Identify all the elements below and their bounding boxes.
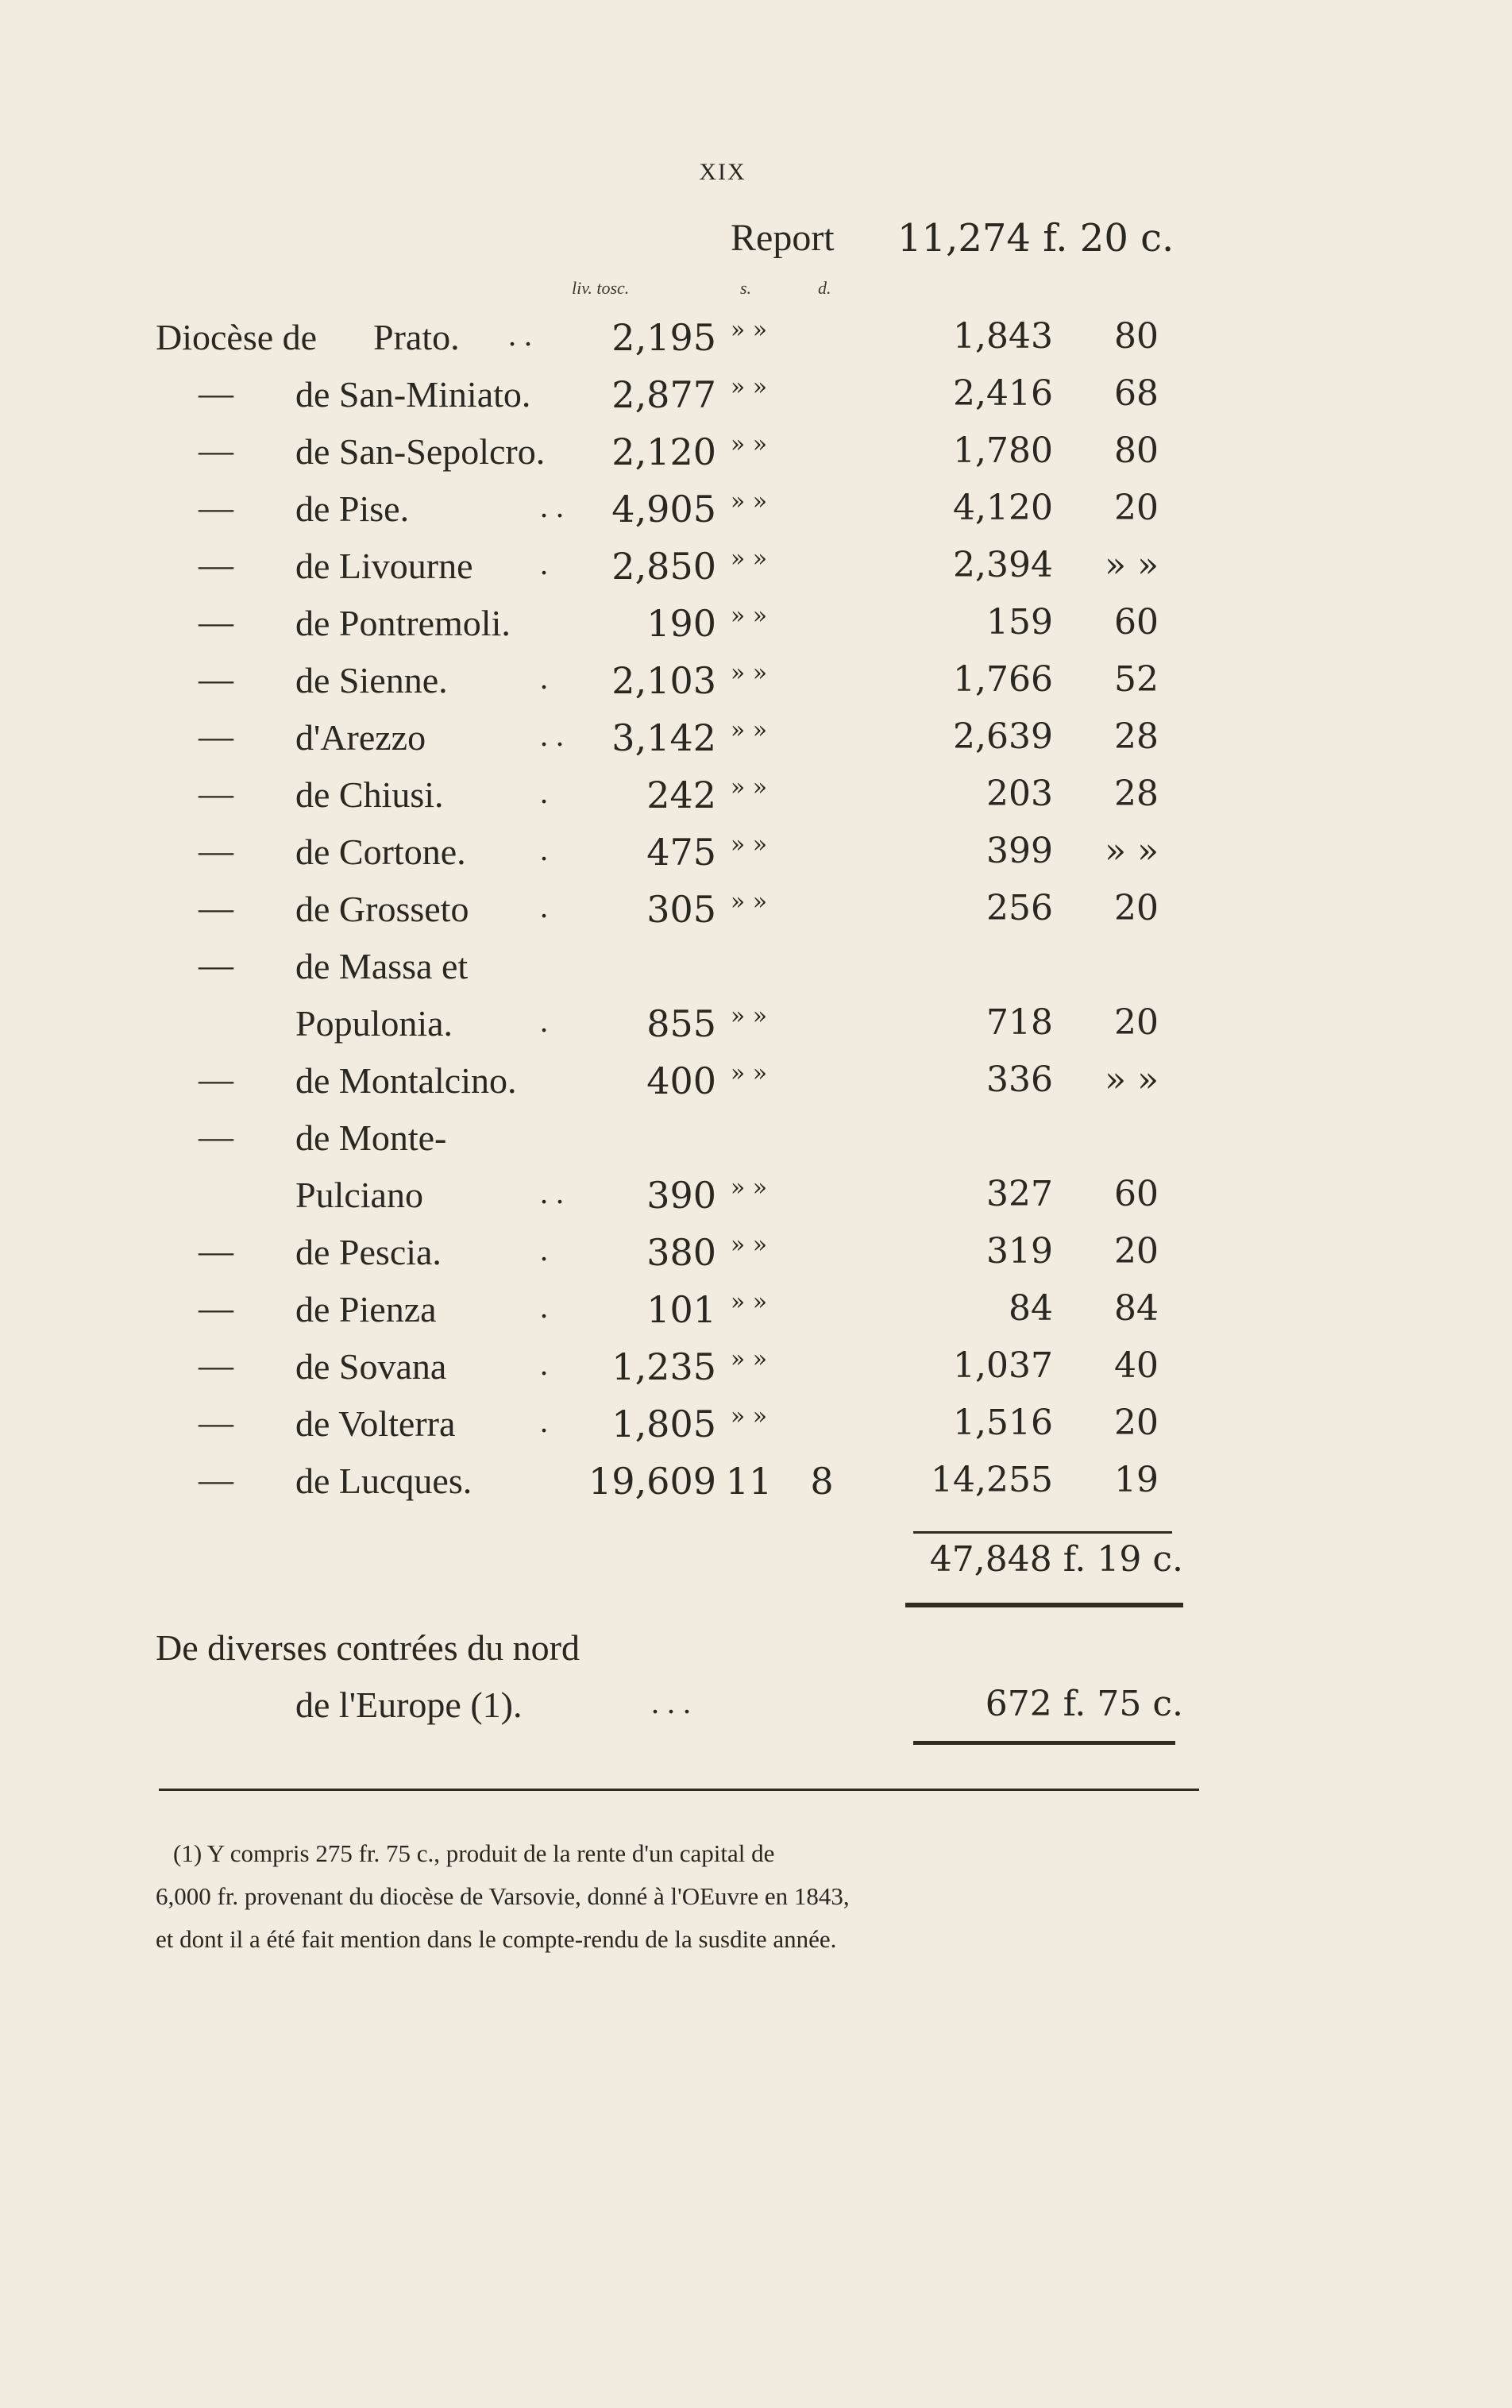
total-double-rule: [905, 1603, 1183, 1607]
footnote-separator: [159, 1789, 1199, 1791]
table-row: [0, 1117, 1512, 1174]
row-dash: —: [199, 546, 233, 585]
table-row: [0, 1288, 1512, 1345]
footnote-line-1: (1) Y compris 275 fr. 75 c., produit de la rente d'un capital de: [173, 1839, 775, 1867]
diocese-name: de Volterra: [295, 1403, 456, 1444]
sous-value: » »: [730, 316, 768, 344]
diocese-name: de Pienza: [295, 1289, 437, 1329]
diocese-prefix: Diocèse de: [156, 317, 318, 357]
liv-tosc-value: 2,195: [611, 316, 716, 359]
table-row: [0, 716, 1512, 774]
row-dash: —: [199, 660, 233, 699]
liv-tosc-value: 3,142: [611, 716, 716, 759]
row-dash: —: [199, 889, 233, 928]
sous-value: » »: [730, 716, 768, 744]
extra-rule: [913, 1741, 1175, 1745]
centimes-value: 28: [1114, 716, 1159, 757]
francs-value: 399: [986, 831, 1053, 871]
report-label: Report: [731, 217, 835, 259]
liv-tosc-value: 380: [646, 1231, 716, 1274]
liv-tosc-value: 242: [646, 774, 716, 816]
sous-value: 11: [725, 1460, 773, 1503]
sous-value: » »: [730, 1059, 768, 1087]
extra-line-1: De diverses contrées du nord: [156, 1627, 580, 1668]
centimes-value: 28: [1114, 774, 1159, 814]
centimes-value: 20: [1114, 1403, 1159, 1443]
diocese-name: de San-Sepolcro.: [295, 431, 546, 472]
table-row: [0, 774, 1512, 831]
diocese-name: de Pise.: [295, 488, 410, 529]
liv-tosc-value: 400: [646, 1059, 716, 1102]
diocese-name: de Livourne: [295, 546, 473, 586]
francs-value: 1,037: [953, 1345, 1053, 1386]
row-dash: —: [199, 1346, 233, 1385]
diocese-name: Pulciano: [295, 1175, 423, 1215]
row-dash: —: [199, 1461, 233, 1499]
table-row: [0, 659, 1512, 716]
liv-tosc-value: 4,905: [611, 488, 716, 531]
row-dash: —: [199, 1117, 233, 1156]
francs-value: 1,766: [953, 659, 1053, 700]
leader-dots: .: [540, 1232, 548, 1268]
francs-value: 256: [986, 888, 1053, 928]
liv-tosc-value: 101: [646, 1288, 716, 1331]
leader-dots: .: [540, 1003, 548, 1039]
table-row: [0, 602, 1512, 659]
leader-dots: .: [540, 1289, 548, 1325]
row-dash: —: [199, 717, 233, 756]
francs-value: 1,843: [953, 316, 1053, 357]
page-number: XIX: [699, 159, 746, 185]
sous-value: » »: [730, 1403, 768, 1430]
centimes-value: 80: [1114, 316, 1159, 357]
table-row: [0, 1059, 1512, 1117]
francs-value: 159: [986, 602, 1053, 643]
centimes-value: 20: [1114, 1231, 1159, 1272]
leader-dots: . .: [540, 488, 564, 524]
header-liv-tosc: liv. tosc.: [572, 278, 630, 298]
francs-value: 718: [986, 1002, 1053, 1043]
extra-line-2: de l'Europe (1).: [295, 1684, 523, 1725]
sous-value: » »: [730, 774, 768, 801]
row-dash: —: [199, 1403, 233, 1442]
francs-value: 336: [986, 1059, 1053, 1100]
francs-value: 1,516: [953, 1403, 1053, 1443]
francs-value: 2,416: [953, 373, 1053, 414]
table-row: [0, 1231, 1512, 1288]
table-row: [0, 430, 1512, 488]
leader-dots: .: [540, 1346, 548, 1382]
report-value: 11,274 f. 20 c.: [897, 216, 1174, 260]
leader-dots: .: [540, 660, 548, 696]
diocese-name: de Massa et: [295, 946, 469, 986]
diocese-name: de Montalcino.: [295, 1060, 517, 1101]
liv-tosc-value: 2,103: [611, 659, 716, 702]
table-row: [0, 1002, 1512, 1059]
liv-tosc-value: 475: [646, 831, 716, 874]
table-row: [0, 1403, 1512, 1460]
deniers-value: 8: [810, 1460, 834, 1503]
footnote-line-2: 6,000 fr. provenant du diocèse de Varsovie, donné à l'OEuvre en 1843,: [156, 1882, 850, 1910]
centimes-value: » »: [1105, 1059, 1159, 1100]
row-dash: —: [199, 374, 233, 413]
sous-value: » »: [730, 1345, 768, 1373]
francs-value: 2,639: [953, 716, 1053, 757]
header-deniers: d.: [818, 278, 831, 298]
footnote-line-3: et dont il a été fait mention dans le compte-rendu de la susdite année.: [156, 1925, 837, 1953]
leader-dots: .: [540, 546, 548, 581]
francs-value: 4,120: [953, 488, 1053, 528]
liv-tosc-value: 1,235: [611, 1345, 716, 1388]
centimes-value: 20: [1114, 488, 1159, 528]
liv-tosc-value: 390: [646, 1174, 716, 1217]
total-value: 47,848 f. 19 c.: [929, 1539, 1183, 1580]
extra-dots: . . .: [651, 1684, 691, 1720]
total-rule: [913, 1531, 1172, 1534]
table-row: [0, 545, 1512, 602]
centimes-value: 20: [1114, 888, 1159, 928]
row-dash: —: [199, 488, 233, 527]
liv-tosc-value: 2,877: [611, 373, 716, 416]
centimes-value: » »: [1105, 831, 1159, 871]
leader-dots: .: [540, 832, 548, 867]
table-row: [0, 888, 1512, 945]
row-dash: —: [199, 603, 233, 642]
diocese-name: Populonia.: [295, 1003, 453, 1044]
sous-value: » »: [730, 373, 768, 401]
liv-tosc-value: 19,609: [588, 1460, 716, 1503]
sous-value: » »: [730, 488, 768, 515]
table-row: [0, 488, 1512, 545]
sous-value: » »: [730, 1002, 768, 1030]
francs-value: 84: [1009, 1288, 1053, 1329]
diocese-name: de Grosseto: [295, 889, 469, 929]
centimes-value: 20: [1114, 1002, 1159, 1043]
centimes-value: 52: [1114, 659, 1159, 700]
liv-tosc-value: 190: [646, 602, 716, 645]
row-dash: —: [199, 1232, 233, 1271]
centimes-value: 80: [1114, 430, 1159, 471]
liv-tosc-value: 2,120: [611, 430, 716, 473]
diocese-name: de Pontremoli.: [295, 603, 511, 643]
table-row: [0, 373, 1512, 430]
header-sous: s.: [740, 278, 752, 298]
centimes-value: 19: [1114, 1460, 1159, 1500]
centimes-value: 60: [1114, 602, 1159, 643]
francs-value: 319: [986, 1231, 1053, 1272]
diocese-name: de Pescia.: [295, 1232, 442, 1272]
liv-tosc-value: 2,850: [611, 545, 716, 588]
sous-value: » »: [730, 430, 768, 458]
diocese-name: de Sovana: [295, 1346, 447, 1387]
row-dash: —: [199, 1060, 233, 1099]
row-dash: —: [199, 1289, 233, 1328]
diocese-name: de Sienne.: [295, 660, 448, 700]
extra-value: 672 f. 75 c.: [985, 1684, 1183, 1724]
centimes-value: » »: [1105, 545, 1159, 585]
francs-value: 14,255: [931, 1460, 1053, 1500]
table-row: [0, 831, 1512, 888]
row-dash: —: [199, 431, 233, 470]
sous-value: » »: [730, 659, 768, 687]
table-row: [0, 945, 1512, 1002]
sous-value: » »: [730, 1288, 768, 1316]
centimes-value: 84: [1114, 1288, 1159, 1329]
leader-dots: .: [540, 1403, 548, 1439]
table-row: [0, 1345, 1512, 1403]
sous-value: » »: [730, 1231, 768, 1259]
sous-value: » »: [730, 1174, 768, 1202]
table-row: [0, 1460, 1512, 1517]
leader-dots: .: [540, 774, 548, 810]
diocese-name: de Cortone.: [295, 832, 466, 872]
centimes-value: 60: [1114, 1174, 1159, 1214]
diocese-name: de San-Miniato.: [295, 374, 531, 415]
leader-dots: . .: [508, 317, 532, 353]
leader-dots: .: [540, 889, 548, 924]
liv-tosc-value: 305: [646, 888, 716, 931]
leader-dots: . .: [540, 717, 564, 753]
diocese-name: de Lucques.: [295, 1461, 472, 1501]
francs-value: 203: [986, 774, 1053, 814]
liv-tosc-value: 855: [646, 1002, 716, 1045]
sous-value: » »: [730, 545, 768, 573]
row-dash: —: [199, 832, 233, 870]
centimes-value: 40: [1114, 1345, 1159, 1386]
leader-dots: . .: [540, 1175, 564, 1210]
centimes-value: 68: [1114, 373, 1159, 414]
row-dash: —: [199, 774, 233, 813]
francs-value: 1,780: [953, 430, 1053, 471]
liv-tosc-value: 1,805: [611, 1403, 716, 1445]
sous-value: » »: [730, 831, 768, 859]
table-row: [0, 1174, 1512, 1231]
diocese-name: Prato.: [373, 317, 460, 357]
row-dash: —: [199, 946, 233, 985]
diocese-name: d'Arezzo: [295, 717, 426, 758]
sous-value: » »: [730, 888, 768, 916]
francs-value: 327: [986, 1174, 1053, 1214]
diocese-name: de Monte-: [295, 1117, 447, 1158]
table-row: [0, 316, 1512, 373]
sous-value: » »: [730, 602, 768, 630]
diocese-name: de Chiusi.: [295, 774, 444, 815]
francs-value: 2,394: [953, 545, 1053, 585]
